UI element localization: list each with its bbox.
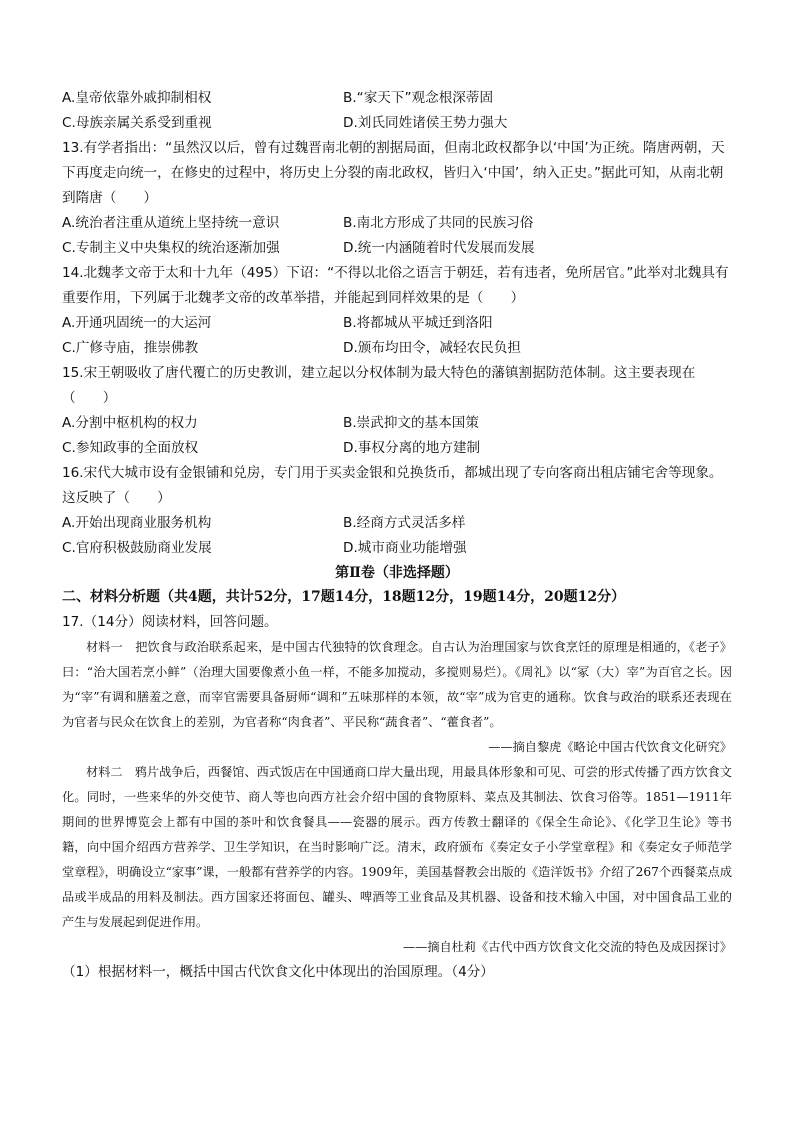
q15-option-a: A.分割中枢机构的权力	[62, 415, 198, 431]
q15-options-row2	[62, 436, 732, 461]
q15-option-b: B.崇武抑文的基本国策	[343, 415, 479, 431]
part2-heading: 二、材料分析题（共4题，共计52分，17题14分，18题12分，19题14分，20题12分）	[62, 589, 626, 605]
q12-option-d: D.刘氏同姓诸侯王势力强大	[343, 115, 508, 131]
q14-options-row2	[62, 336, 732, 361]
q14-option-d: D.颁布均田令，减轻农民负担	[343, 340, 521, 356]
q15-stem: 15.宋王朝吸收了唐代覆亡的历史教训，建立起以分权体制为最大特色的藩镇割据防范体制。这主要表现在（ ）	[62, 365, 696, 406]
q13-option-d: D.统一内涵随着时代发展而发展	[343, 240, 535, 256]
q13-option-a: A.统治者注重从道统上坚持统一意识	[62, 215, 280, 231]
q15-option-d: D.事权分离的地方建制	[343, 440, 481, 456]
q16-stem: 16.宋代大城市设有金银铺和兑房，专门用于买卖金银和兑换货币，都城出现了专向客商出租店铺宅舍等现象。这反映了（ ）	[62, 465, 723, 506]
q13-options-row1	[62, 211, 732, 236]
q12-option-b: B.“家天下”观念根深蒂固	[343, 90, 494, 106]
q12-options-row2	[62, 111, 732, 136]
q16-option-d: D.城市商业功能增强	[343, 540, 467, 556]
q16-option-a: A.开始出现商业服务机构	[62, 515, 212, 531]
q17-source-1: ——摘自黎虎《略论中国古代饮食文化研究》	[488, 740, 732, 754]
q14-option-b: B.将都城从平城迁到洛阳	[343, 315, 493, 331]
exam-page	[62, 86, 732, 985]
q12-option-a: A.皇帝依靠外戚抑制相权	[62, 90, 212, 106]
q13-stem: 13.有学者指出：“虽然汉以后，曾有过魏晋南北朝的割据局面，但南北政权都争以‘中国’为正统。隋唐两朝，天下再度走向统一，在修史的过程中，将历史上分裂的南北政权，皆归入‘中国’，纳入正史。”据此可知，从南北朝到隋唐（ ）	[62, 140, 725, 206]
q17-intro: 17.（14分）阅读材料，回答问题。	[62, 614, 278, 630]
q16-option-c: C.官府积极鼓励商业发展	[62, 540, 212, 556]
q16-options-row1	[62, 511, 732, 536]
q13-option-c: C.专制主义中央集权的统治逐渐加强	[62, 240, 280, 256]
q13-option-b: B.南北方形成了共同的民族习俗	[343, 215, 534, 231]
q12-options-row1	[62, 86, 732, 111]
q17-material-1: 材料一 把饮食与政治联系起来，是中国古代独特的饮食理念。自古认为治理国家与饮食烹饪的原理是相通的，《老子》曰：“治大国若烹小鲜”（治理大国要像煮小鱼一样，不能多加搅动，多搅则易烂）。《周礼》以“冢（大）宰”为百官之长。因为“宰”有调和膳羞之意，而宰官需要具备厨师“调和”五味那样的本领，故“宰”成为官吏的通称。饮食与政治的联系还表现在为官者与民众在饮食上的差别，为官者称“肉食者”、平民称“蔬食者”、“藿食者”。	[62, 640, 732, 729]
q17-sub-question-1: （1）根据材料一，概括中国古代饮食文化中体现出的治国原理。（4分）	[62, 964, 494, 980]
part2-title: 第Ⅱ卷（非选择题）	[335, 565, 459, 581]
q15-options-row1	[62, 411, 732, 436]
q16-option-b: B.经商方式灵活多样	[343, 515, 466, 531]
q15-option-c: C.参知政事的全面放权	[62, 440, 199, 456]
q16-options-row2	[62, 536, 732, 561]
q12-option-c: C.母族亲属关系受到重视	[62, 115, 212, 131]
q14-option-a: A.开通巩固统一的大运河	[62, 315, 212, 331]
q17-source-2: ——摘自杜莉《古代中西方饮食文化交流的特色及成因探讨》	[402, 940, 732, 954]
q17-material-2: 材料二 鸦片战争后，西餐馆、西式饭店在中国通商口岸大量出现，用最具体形象和可见、可尝的形式传播了西方饮食文化。同时，一些来华的外交使节、商人等也向西方社会介绍中国的食物原料、菜点及其制法、饮食习俗等。1851—1911年期间的世界博览会上都有中国的茶叶和饮食餐具——瓷器的展示。西方传教士翻译的《保全生命论》、《化学卫生论》等书籍，向中国介绍西方营养学、卫生学知识，在当时影响广泛。清末，政府颁布《奏定女子小学堂章程》和《奏定女子师范学堂章程》，明确设立“家事”课，一般都有营养学的内容。1909年，美国基督教会出版的《造洋饭书》介绍了267个西餐菜点成品或半成品的用料及制法。西方国家还将面包、罐头、啤酒等工业食品及其机器、设备和技术输入中国，对中国食品工业的产生与发展起到促进作用。	[62, 765, 733, 929]
q14-stem: 14.北魏孝文帝于太和十九年（495）下诏：“不得以北俗之语言于朝廷，若有违者，免所居官。”此举对北魏具有重要作用，下列属于北魏孝文帝的改革举措，并能起到同样效果的是（ ）	[62, 265, 729, 306]
q14-option-c: C.广修寺庙，推崇佛教	[62, 340, 199, 356]
q13-options-row2	[62, 236, 732, 261]
q14-options-row1	[62, 311, 732, 336]
